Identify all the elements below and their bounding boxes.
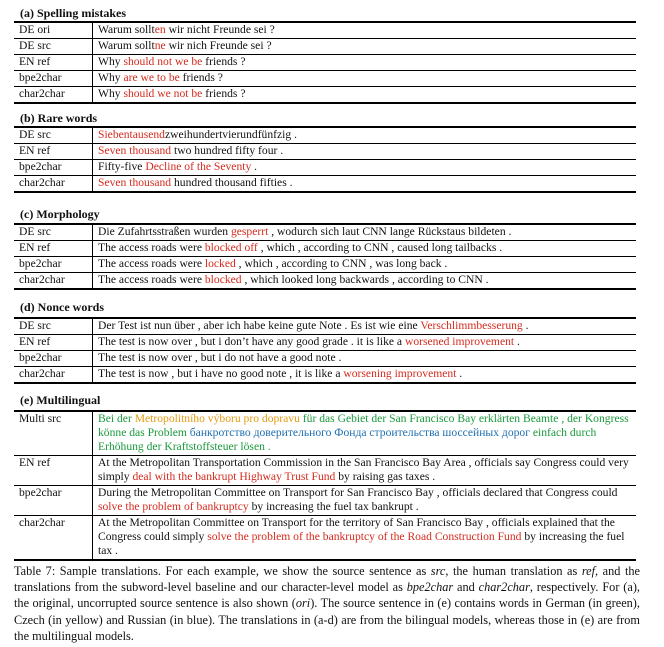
- highlighted-text: Siebentausend: [98, 128, 165, 141]
- text-segment: Die Zufahrtsstraßen wurden: [98, 225, 231, 238]
- text-segment: Fifty-five: [98, 160, 146, 173]
- text-segment: The access roads were: [98, 241, 205, 254]
- highlighted-text: should not we be: [123, 55, 203, 68]
- text-segment: The test is now over , but i do not have a good note .: [98, 351, 342, 364]
- highlighted-text: Seven thousand: [98, 144, 172, 157]
- text-segment: Why: [98, 55, 124, 68]
- table-row: [14, 257, 636, 273]
- row-label: char2char: [14, 176, 93, 193]
- text-segment: Table 7: Sample translations. For each example, we show the source sentence as: [14, 564, 431, 578]
- section-title-spelling: (a) Spelling mistakes: [20, 6, 127, 20]
- row-text: [93, 318, 637, 335]
- table-row: [14, 144, 636, 160]
- text-segment: hundred thousand fifties .: [171, 176, 293, 189]
- row-text: [93, 516, 637, 561]
- table-row: [14, 367, 636, 384]
- text-segment: ori: [295, 596, 311, 611]
- row-text: [93, 144, 637, 160]
- text-segment: ). The source sentence in (e) contains words in German (in green), Czech (in yellow) and Russian (in blue). The translations in (a-d) are from the bilingual models, whereas those in (e) are from the multilingual models.: [14, 596, 640, 643]
- text-segment: friends ?: [202, 87, 246, 100]
- highlighted-text: für das Gebiet der San Francisco Bay erklärten Beamte , der Kongress könne das Problem: [98, 412, 629, 439]
- row-label: char2char: [14, 87, 93, 104]
- text-segment: At the Metropolitan Committee on Transport for the territory of San Francisco Bay , officials explained that the Congress could simply: [98, 516, 615, 543]
- text-segment: Why: [98, 87, 124, 100]
- row-text: [93, 160, 637, 176]
- highlighted-text: are we to be: [123, 71, 180, 84]
- row-text: [93, 176, 637, 193]
- highlighted-text: Seven thousand: [98, 176, 172, 189]
- text-segment: , which , according to CNN , caused long tailbacks .: [257, 241, 503, 254]
- row-text: [93, 241, 637, 257]
- table-nonce-words: [14, 317, 636, 384]
- highlighted-text: Bei der: [98, 412, 135, 425]
- text-segment: .: [522, 319, 529, 332]
- table-morphology: [14, 223, 636, 290]
- text-segment: Der Test ist nun über , aber ich habe keine gute Note . Es ist wie eine: [98, 319, 421, 332]
- row-text: [93, 87, 637, 104]
- text-segment: wir nicht Freunde sei ?: [165, 23, 275, 36]
- text-segment: zweihundertvierundfünfzig .: [164, 128, 297, 141]
- highlighted-text: Verschlimmbesserung: [420, 319, 523, 332]
- table-caption: [14, 563, 640, 644]
- text-segment: src: [430, 564, 446, 578]
- row-text: [93, 456, 637, 486]
- row-label: EN ref: [14, 241, 93, 257]
- highlighted-text: банкротство доверительного Фонда строительства шоссейных дорог: [189, 426, 530, 439]
- section-title-rare-words: (b) Rare words: [20, 111, 98, 125]
- row-label: DE src: [14, 127, 93, 144]
- text-segment: Why: [98, 71, 124, 84]
- highlighted-text: blocked off: [204, 241, 258, 254]
- highlighted-text: solve the problem of the bankruptcy of the Road Construction Fund: [207, 530, 522, 543]
- row-label: char2char: [14, 516, 93, 561]
- text-segment: bpe2char: [406, 580, 454, 595]
- table-row: [14, 127, 636, 144]
- text-segment: by increasing the fuel tax .: [98, 530, 625, 557]
- row-label: char2char: [14, 273, 93, 290]
- text-segment: , wodurch sich laut CNN lange Rückstaus bildeten .: [268, 225, 512, 238]
- row-label: EN ref: [14, 55, 93, 71]
- text-segment: .: [456, 367, 463, 380]
- table-row: [14, 71, 636, 87]
- text-segment: by raising gas taxes .: [335, 470, 436, 483]
- text-segment: , which looked long backwards , according to CNN .: [241, 273, 489, 286]
- text-segment: At the Metropolitan Transportation Commission in the San Francisco Bay Area , officials say Congress could very simply: [98, 456, 629, 483]
- table-row: [14, 160, 636, 176]
- text-segment: char2char: [478, 580, 530, 595]
- row-label: Multi src: [14, 411, 93, 456]
- table-row: [14, 22, 636, 39]
- text-segment: , respectively. For (a), the original, uncorrupted source sentence is also shown (: [14, 580, 640, 611]
- highlighted-text: en: [154, 23, 166, 36]
- row-text: [93, 367, 637, 384]
- text-segment: by increasing the fuel tax bankrupt .: [248, 500, 419, 513]
- text-segment: The test is now , but i have no good note , it is like a: [98, 367, 344, 380]
- text-segment: , the human translation as: [445, 564, 582, 578]
- text-segment: During the Metropolitan Committee on Transport for San Francisco Bay , officials declared that Congress could: [98, 486, 618, 499]
- table-row: [14, 87, 636, 104]
- row-label: bpe2char: [14, 160, 93, 176]
- row-text: [93, 486, 637, 516]
- highlighted-text: Metropolitního výboru pro dopravu: [134, 412, 300, 425]
- section-title-multilingual: (e) Multilingual: [20, 393, 101, 407]
- row-text: [93, 39, 637, 55]
- row-text: [93, 71, 637, 87]
- section-title-nonce-words: (d) Nonce words: [20, 300, 104, 314]
- highlighted-text: worsened improvement: [404, 335, 515, 348]
- row-label: EN ref: [14, 456, 93, 486]
- highlighted-text: should we not be: [123, 87, 203, 100]
- row-text: [93, 22, 637, 39]
- text-segment: Warum sollt: [98, 23, 155, 36]
- row-text: [93, 55, 637, 71]
- table-rare-words: [14, 126, 636, 193]
- table-row: [14, 55, 636, 71]
- highlighted-text: blocked: [204, 273, 242, 286]
- row-text: [93, 257, 637, 273]
- highlighted-text: locked: [204, 257, 236, 270]
- row-label: DE src: [14, 224, 93, 241]
- highlighted-text: solve the problem of bankruptcy: [98, 500, 249, 513]
- table-row: [14, 273, 636, 290]
- table-row: [14, 39, 636, 55]
- row-text: [93, 127, 637, 144]
- table-row: [14, 516, 636, 561]
- table-row: [14, 351, 636, 367]
- highlighted-text: einfach durch Erhöhung der Kraftstoffsteuer lösen .: [98, 426, 597, 453]
- row-label: DE src: [14, 318, 93, 335]
- text-segment: The test is now over , but i don’t have any good grade . it is like a: [98, 335, 405, 348]
- highlighted-text: ne: [154, 39, 166, 52]
- table-row: [14, 411, 636, 456]
- text-segment: Warum sollt: [98, 39, 155, 52]
- row-text: [93, 411, 637, 456]
- highlighted-text: gesperrt: [230, 225, 269, 238]
- row-label: EN ref: [14, 335, 93, 351]
- text-segment: .: [514, 335, 520, 348]
- table-row: [14, 176, 636, 193]
- text-segment: and: [453, 580, 479, 595]
- table-row: [14, 486, 636, 516]
- table-spelling-mistakes: [14, 21, 636, 104]
- row-label: bpe2char: [14, 351, 93, 367]
- highlighted-text: deal with the bankrupt Highway Trust Fund: [132, 470, 336, 483]
- row-text: [93, 351, 637, 367]
- row-label: bpe2char: [14, 486, 93, 516]
- text-segment: , which , according to CNN , was long back .: [235, 257, 448, 270]
- text-segment: .: [251, 160, 258, 173]
- table-row: [14, 318, 636, 335]
- table-multilingual: [14, 410, 636, 561]
- table-row: [14, 241, 636, 257]
- text-segment: two hundred fifty four .: [171, 144, 284, 157]
- table-row: [14, 224, 636, 241]
- section-title-morphology: (c) Morphology: [20, 207, 100, 221]
- text-segment: , and the translations from the subword-level baseline and our character-level model as: [14, 564, 640, 595]
- text-segment: wir nich Freunde sei ?: [165, 39, 272, 52]
- row-label: bpe2char: [14, 71, 93, 87]
- row-label: bpe2char: [14, 257, 93, 273]
- table-row: [14, 456, 636, 486]
- row-label: char2char: [14, 367, 93, 384]
- table-row: [14, 335, 636, 351]
- text-segment: The access roads were: [98, 273, 205, 286]
- highlighted-text: Decline of the Seventy: [145, 160, 252, 173]
- row-label: DE ori: [14, 22, 93, 39]
- text-segment: The access roads were: [98, 257, 205, 270]
- row-text: [93, 224, 637, 241]
- text-segment: friends ?: [179, 71, 223, 84]
- row-text: [93, 273, 637, 290]
- text-segment: ref: [581, 564, 596, 578]
- row-text: [93, 335, 637, 351]
- row-label: EN ref: [14, 144, 93, 160]
- highlighted-text: worsening improvement: [343, 367, 457, 380]
- row-label: DE src: [14, 39, 93, 55]
- text-segment: friends ?: [202, 55, 246, 68]
